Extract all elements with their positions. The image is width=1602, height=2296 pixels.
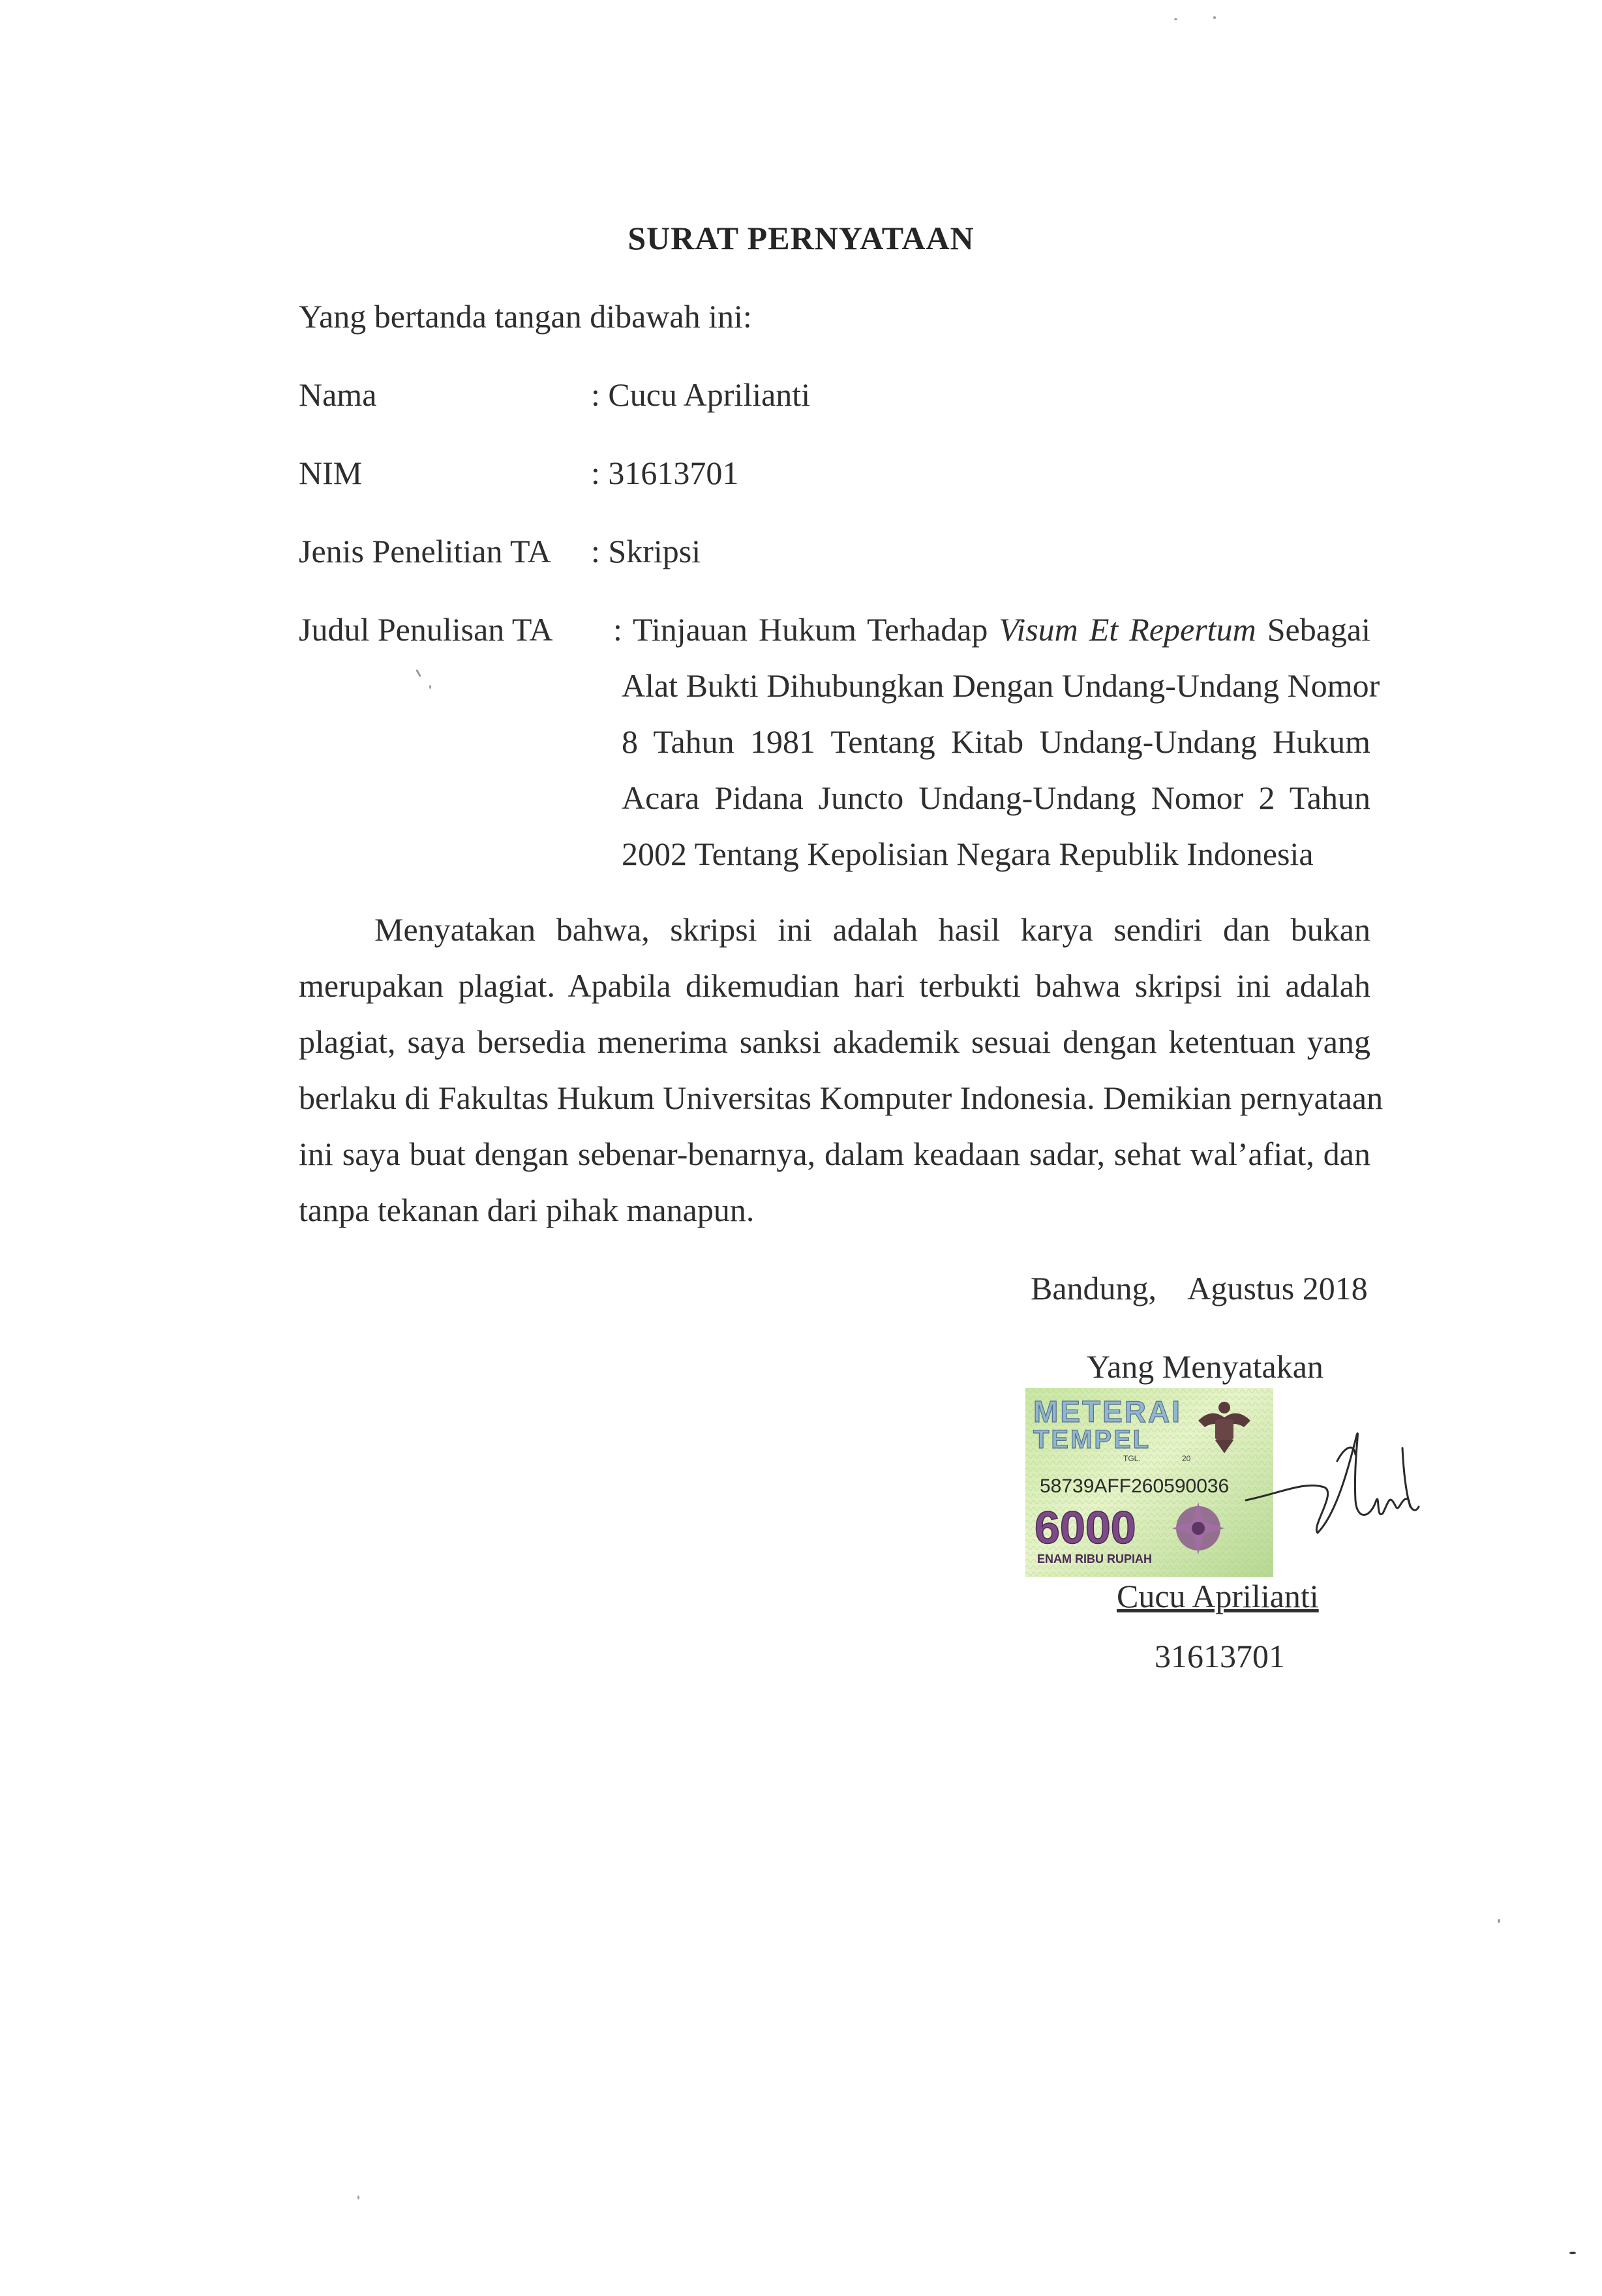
judul-line-1-pre: : Tinjauan Hukum Terhadap [613, 611, 999, 648]
signer-nim: 31613701 [1155, 1638, 1285, 1674]
judul-italic-term: Visum Et Repertum [999, 611, 1256, 648]
judul-line-5: 2002 Tentang Kepolisian Negara Republik Indonesia [622, 836, 1314, 872]
signer-name: Cucu Aprilianti [1117, 1578, 1319, 1614]
stamp-amount-text: ENAM RIBU RUPIAH [1037, 1552, 1153, 1565]
scan-speck [416, 669, 421, 677]
judul-line-4: Acara Pidana Juncto Undang-Undang Nomor 2 Tahun [622, 779, 1370, 816]
place-date: Bandung, Agustus 2018 [1031, 1270, 1368, 1307]
field-label-judul: Judul Penulisan TA [299, 611, 553, 648]
stamp-line-2: TEMPEL [1033, 1425, 1151, 1454]
scan-speck [429, 685, 431, 689]
judul-line-3: 8 Tahun 1981 Tentang Kitab Undang-Undang Hukum [622, 723, 1370, 760]
statement-line-3: plagiat, saya bersedia menerima sanksi akademik sesuai dengan ketentuan yang [299, 1023, 1370, 1060]
stamp-tgl: TGL. [1123, 1454, 1141, 1463]
field-label-jenis: Jenis Penelitian TA [299, 533, 551, 569]
statement-line-1: Menyatakan bahwa, skripsi ini adalah hasil karya sendiri dan bukan [374, 911, 1370, 948]
stamp-amount: 6000 [1035, 1502, 1136, 1553]
statement-line-6: tanpa tekanan dari pihak manapun. [299, 1192, 755, 1228]
stamp-serial: 58739AFF260590036 [1040, 1475, 1230, 1497]
judul-line-1 [613, 611, 1370, 648]
field-label-nama: Nama [299, 376, 377, 413]
meterai-stamp [1025, 1388, 1273, 1577]
stamp-line-1: METERAI [1033, 1395, 1182, 1428]
document-title: SURAT PERNYATAAN [627, 220, 975, 256]
statement-line-5: ini saya buat dengan sebenar-benarnya, dalam keadaan sadar, sehat wal’afiat, dan [299, 1136, 1370, 1172]
field-value-jenis: : Skripsi [591, 533, 701, 569]
statement-line-2: merupakan plagiat. Apabila dikemudian hari terbukti bahwa skripsi ini adalah [299, 967, 1370, 1004]
judul-line-1-post: Sebagai [1256, 611, 1371, 648]
field-value-nama: : Cucu Aprilianti [591, 376, 811, 413]
declarant-label: Yang Menyatakan [1087, 1348, 1323, 1385]
intro-text: Yang bertanda tangan dibawah ini: [299, 298, 752, 335]
signature-mark [1239, 1422, 1435, 1559]
scan-speck [1174, 18, 1177, 20]
statement-line-4: berlaku di Fakultas Hukum Universitas Komputer Indonesia. Demikian pernyataan [299, 1080, 1383, 1116]
scan-speck [1498, 1919, 1500, 1923]
scan-speck [1569, 2252, 1576, 2254]
scan-speck [357, 2196, 359, 2199]
judul-line-2: Alat Bukti Dihubungkan Dengan Undang-Undang Nomor [622, 667, 1380, 704]
field-label-nim: NIM [299, 455, 363, 491]
scan-speck [1213, 16, 1216, 19]
field-value-nim: : 31613701 [591, 455, 739, 491]
stamp-year: 20 [1182, 1454, 1191, 1463]
